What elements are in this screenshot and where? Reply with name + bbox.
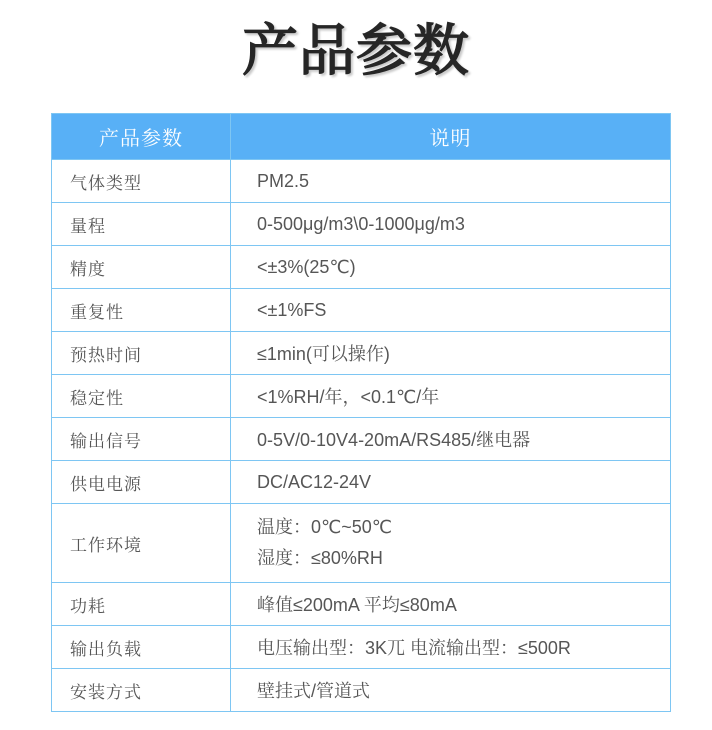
table-row bbox=[52, 626, 671, 669]
param-label: 气体类型 bbox=[52, 160, 231, 203]
desc-column-header: 说明 bbox=[231, 114, 671, 160]
table-row bbox=[52, 418, 671, 461]
param-value: ≤1min(可以操作) bbox=[231, 332, 671, 375]
table-row bbox=[52, 375, 671, 418]
param-label: 精度 bbox=[52, 246, 231, 289]
param-value: 0-500μg/m3\0-1000μg/m3 bbox=[231, 203, 671, 246]
param-label: 安装方式 bbox=[52, 669, 231, 712]
table-header-row bbox=[52, 114, 671, 160]
param-label: 功耗 bbox=[52, 583, 231, 626]
param-value-line: 湿度：≤80%RH bbox=[257, 548, 383, 568]
param-value-line: 温度：0℃~50℃ bbox=[257, 517, 392, 537]
spec-table bbox=[51, 113, 671, 712]
param-value: PM2.5 bbox=[231, 160, 671, 203]
param-label: 重复性 bbox=[52, 289, 231, 332]
param-value: 峰值≤200mA 平均≤80mA bbox=[231, 583, 671, 626]
table-row bbox=[52, 289, 671, 332]
table-row bbox=[52, 504, 671, 583]
table-row bbox=[52, 332, 671, 375]
table-row bbox=[52, 461, 671, 504]
param-column-header: 产品参数 bbox=[52, 114, 231, 160]
param-value: 0-5V/0-10V4-20mA/RS485/继电器 bbox=[231, 418, 671, 461]
param-value: 壁挂式/管道式 bbox=[231, 669, 671, 712]
table-row bbox=[52, 669, 671, 712]
param-label: 稳定性 bbox=[52, 375, 231, 418]
spec-table-body bbox=[52, 160, 671, 712]
table-row bbox=[52, 583, 671, 626]
param-label: 量程 bbox=[52, 203, 231, 246]
param-value bbox=[231, 504, 671, 583]
param-value: DC/AC12-24V bbox=[231, 461, 671, 504]
param-label: 输出负载 bbox=[52, 626, 231, 669]
param-label: 工作环境 bbox=[52, 504, 231, 583]
table-row bbox=[52, 203, 671, 246]
param-label: 输出信号 bbox=[52, 418, 231, 461]
param-value: <±3%(25℃) bbox=[231, 246, 671, 289]
param-label: 供电电源 bbox=[52, 461, 231, 504]
param-label: 预热时间 bbox=[52, 332, 231, 375]
param-value: 电压输出型：3K兀 电流输出型：≤500R bbox=[231, 626, 671, 669]
page-title: 产品参数 bbox=[242, 19, 470, 82]
param-value: <±1%FS bbox=[231, 289, 671, 332]
table-row bbox=[52, 160, 671, 203]
param-value: <1%RH/年，<0.1℃/年 bbox=[231, 375, 671, 418]
table-row bbox=[52, 246, 671, 289]
